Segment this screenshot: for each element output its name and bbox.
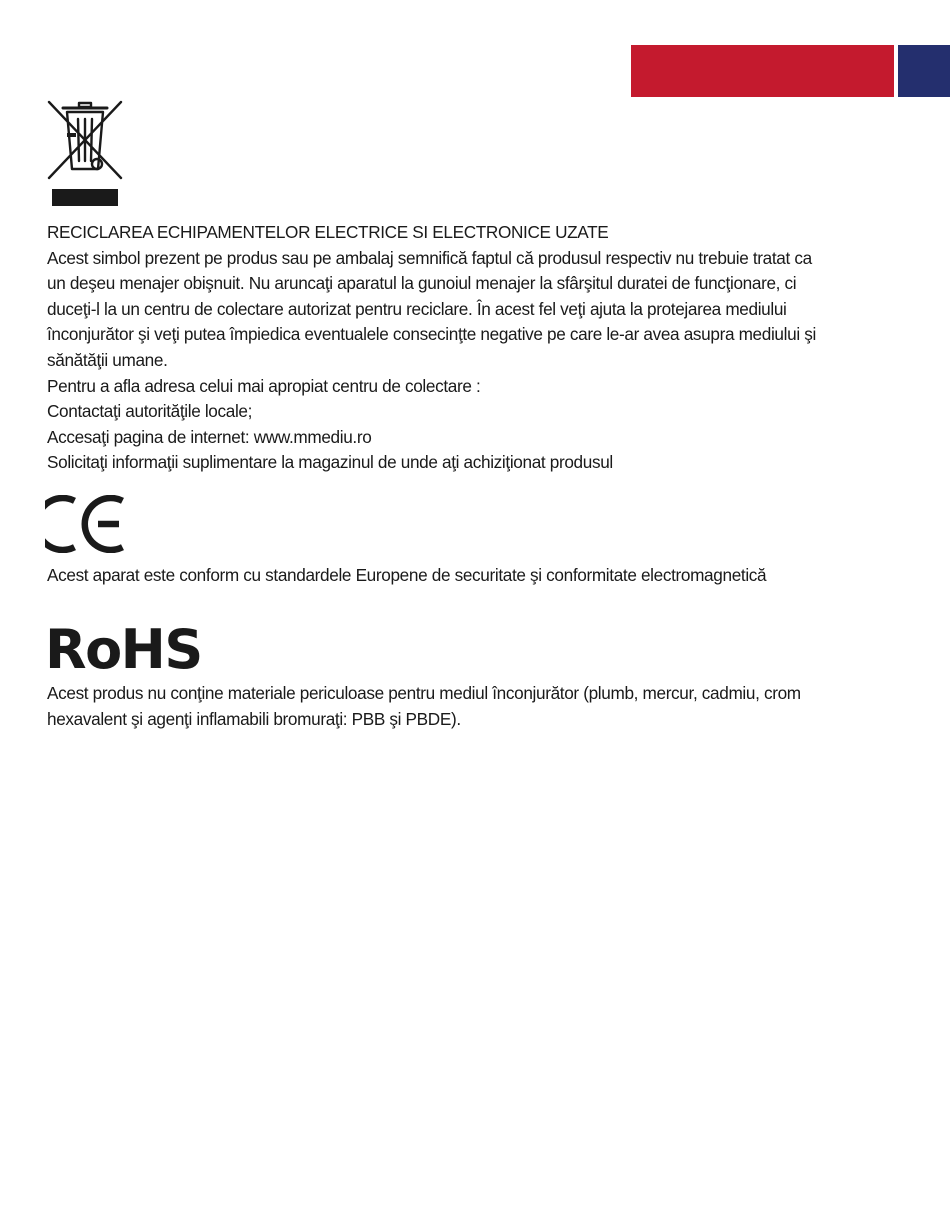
recycling-option: Accesaţi pagina de internet: www.mmediu.ro [47, 426, 372, 447]
recycling-option: Contactaţi autorităţile locale; [47, 401, 253, 422]
rohs-section [47, 681, 927, 732]
crossed-out-wheelie-bin-icon [45, 99, 125, 207]
recycling-line: un deşeu menajer obişnuit. Nu aruncaţi aparatul la gunoiul menajer la sfârşitul duratei de funcţionare, ci [47, 273, 797, 294]
rohs-line: hexavalent şi agenţi inflamabili bromuraţi: PBB şi PBDE). [47, 708, 461, 729]
recycling-line: înconjurător şi veţi putea împiedica eventualele consecinţte negative pe care le-ar avea asupra mediului şi [47, 324, 816, 345]
recycling-line: Acest simbol prezent pe produs sau pe ambalaj semnifică faptul că produsul respectiv nu trebuie tratat ca [47, 247, 812, 268]
recycling-intro: Pentru a afla adresa celui mai apropiat centru de colectare : [47, 375, 481, 396]
recycling-title: RECICLAREA ECHIPAMENTELOR ELECTRICE SI ELECTRONICE UZATE [47, 222, 609, 242]
recycling-line: duceţi-l la un centru de colectare autorizat pentru reciclare. În acest fel veţi ajuta la protejarea mediului [47, 298, 787, 319]
brand-bar-blue [898, 45, 950, 97]
ce-section [47, 563, 927, 589]
ce-statement: Acest aparat este conform cu standardele Europene de securitate şi conformitate electromagnetică [47, 565, 767, 585]
recycling-section [47, 220, 927, 476]
recycling-option: Solicitaţi informaţii suplimentare la magazinul de unde aţi achiziţionat produsul [47, 452, 613, 473]
rohs-line: Acest produs nu conţine materiale periculoase pentru mediul înconjurător (plumb, mercur, cadmiu, crom [47, 683, 801, 703]
rohs-logo: RoHS [45, 618, 202, 681]
brand-bar-red [631, 45, 894, 97]
ce-mark-icon [45, 495, 127, 553]
recycling-line: sănătăţii umane. [47, 349, 168, 370]
